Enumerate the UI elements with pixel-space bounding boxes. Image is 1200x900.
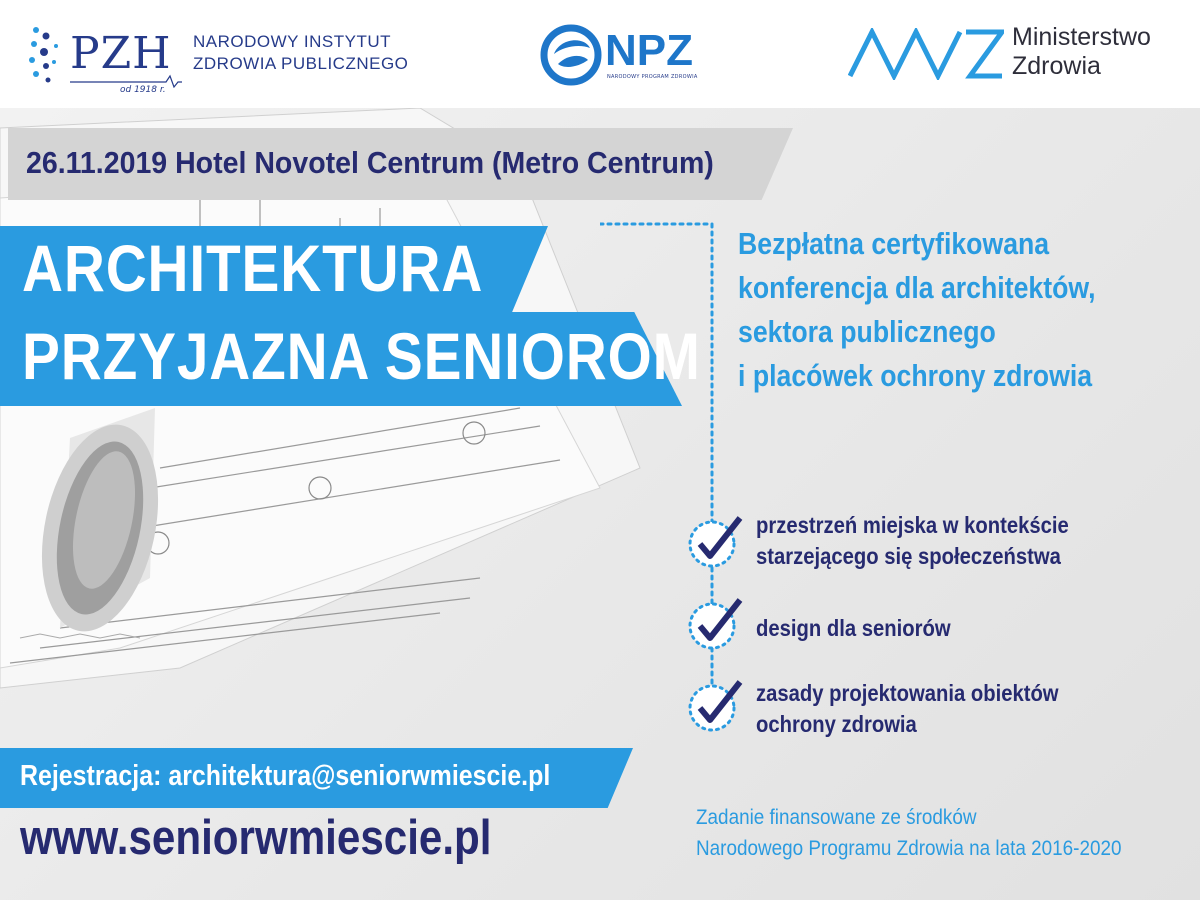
npz-logo-subtitle: NARODOWY PROGRAM ZDROWIA	[607, 74, 698, 80]
funding-note-line-2: Narodowego Programu Zdrowia na lata 2016-2020	[696, 837, 1122, 860]
pzh-logo-letters: PZH	[70, 28, 172, 79]
event-title-line-1: ARCHITEKTURA	[22, 231, 484, 305]
logo-header	[0, 0, 1200, 108]
ministry-zigzag-icon	[848, 28, 1004, 80]
pzh-dna-icon	[26, 24, 70, 88]
topic-1-line-2: starzejącego się społeczeństwa	[756, 543, 1061, 569]
pzh-name-line-2: ZDROWIA PUBLICZNEGO	[193, 54, 409, 73]
website-link[interactable]: www.seniorwmiescie.pl	[20, 811, 492, 865]
checkmark-icon	[686, 512, 748, 572]
dotted-connector	[600, 220, 730, 740]
description-line-2: konferencja dla architektów,	[738, 270, 1096, 305]
event-title-line-2: PRZYJAZNA SENIOROM	[22, 319, 701, 393]
npz-globe-icon	[540, 24, 602, 86]
npz-logo-letters: NPZ	[605, 26, 693, 75]
registration-email[interactable]: Rejestracja: architektura@seniorwmiescie.pl	[20, 760, 551, 792]
funding-note-line-1: Zadanie finansowane ze środków	[696, 806, 977, 829]
event-date-location: 26.11.2019 Hotel Novotel Centrum (Metro Centrum)	[26, 145, 714, 180]
checkmark-icon	[686, 676, 748, 736]
topic-3-line-1: zasady projektowania obiektów	[756, 680, 1059, 706]
description-line-4: i placówek ochrony zdrowia	[738, 358, 1093, 393]
pzh-logo-since: od 1918 r.	[120, 85, 166, 95]
topic-1-line-1: przestrzeń miejska w kontekście	[756, 512, 1069, 538]
description-line-3: sektora publicznego	[738, 314, 996, 349]
description-line-1: Bezpłatna certyfikowana	[738, 226, 1050, 261]
topic-2-line-1: design dla seniorów	[756, 615, 951, 641]
ministry-name-line-2: Zdrowia	[1012, 52, 1101, 80]
checkmark-icon	[686, 594, 748, 654]
pzh-name-line-1: NARODOWY INSTYTUT	[193, 32, 392, 51]
topic-3-line-2: ochrony zdrowia	[756, 711, 917, 737]
ministry-name-line-1: Ministerstwo	[1012, 23, 1151, 51]
